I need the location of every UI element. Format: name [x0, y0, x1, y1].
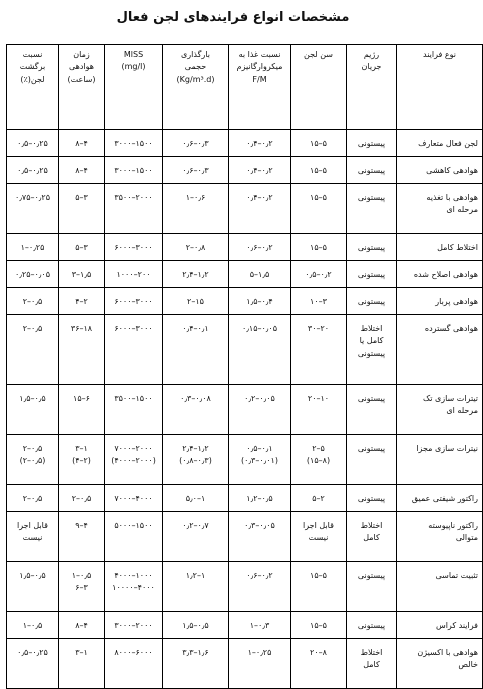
cell-line: نوع فرایند — [423, 50, 456, 59]
header-mlss — [105, 45, 163, 130]
cell-aeration-time — [59, 184, 105, 234]
header-sludge-age — [291, 45, 347, 130]
cell-food-to-microorganism-ratio — [229, 485, 291, 512]
table-row — [7, 288, 483, 315]
table-row — [7, 157, 483, 184]
cell-mlss — [105, 288, 163, 315]
cell-food-to-microorganism-ratio — [229, 288, 291, 315]
cell-line: لجن فعال متعارف — [418, 139, 478, 148]
cell-sludge-age — [291, 261, 347, 288]
cell-flow-regime — [347, 288, 397, 315]
cell-line: ۲–۵ — [312, 494, 325, 503]
cell-sludge-return-ratio — [7, 512, 59, 562]
cell-flow-regime — [347, 485, 397, 512]
cell-process-type — [397, 612, 483, 639]
cell-line: فرایند کراس — [435, 621, 478, 630]
cell-line: هوادهی پربار — [435, 297, 478, 306]
cell-line: ۰٫۵–۱٫۲ — [246, 494, 273, 503]
cell-process-type — [397, 639, 483, 689]
cell-aeration-time — [59, 130, 105, 157]
header-food-to-microorganism-ratio — [229, 45, 291, 130]
cell-line: پیستونی — [357, 444, 386, 453]
cell-line: میکروارگانیزم — [236, 62, 283, 72]
cell-line: ۰٫۲۵–۰٫۵ — [17, 139, 48, 148]
cell-process-type — [397, 261, 483, 288]
cell-sludge-age — [291, 130, 347, 157]
cell-line: ۰٫۲۵–۱ — [20, 243, 45, 252]
cell-food-to-microorganism-ratio — [229, 612, 291, 639]
cell-sludge-age — [291, 612, 347, 639]
cell-line: ۵–۱۵ — [310, 621, 327, 630]
cell-line: ۱۵۰۰–۳۵۰۰ — [114, 394, 153, 403]
cell-aeration-time — [59, 435, 105, 485]
cell-process-type — [397, 288, 483, 315]
cell-line: راکتور شیفتی عمیق — [411, 494, 478, 503]
cell-sludge-return-ratio — [7, 315, 59, 385]
cell-volumetric-loading — [163, 184, 229, 234]
cell-volumetric-loading — [163, 639, 229, 689]
cell-line: ۰٫۳–۰٫۶ — [182, 139, 209, 148]
cell-aeration-time — [59, 385, 105, 435]
cell-line: متوالی — [455, 533, 478, 543]
table-header-row — [7, 45, 483, 130]
cell-line: قابل اجرا — [303, 521, 334, 530]
cell-process-type — [397, 485, 483, 512]
cell-food-to-microorganism-ratio — [229, 639, 291, 689]
cell-line: ۰٫۲۵–۱ — [247, 648, 272, 657]
cell-flow-regime — [347, 261, 397, 288]
cell-line: ۵–۱۵ — [310, 166, 327, 175]
cell-line: حجمی — [184, 62, 207, 72]
cell-line: ۰٫۵–۱ — [71, 571, 92, 580]
table-body — [7, 130, 483, 689]
cell-sludge-age — [291, 562, 347, 612]
cell-flow-regime — [347, 385, 397, 435]
cell-line: ۲۰۰۰–۷۰۰۰ — [114, 444, 153, 453]
cell-food-to-microorganism-ratio — [229, 184, 291, 234]
table-row — [7, 385, 483, 435]
cell-line: پیستونی — [357, 348, 386, 358]
cell-sludge-return-ratio — [7, 435, 59, 485]
header-process-type — [397, 45, 483, 130]
cell-volumetric-loading — [163, 435, 229, 485]
cell-line: ۰٫۰۵–۰٫۱۵ — [242, 324, 277, 333]
cell-flow-regime — [347, 512, 397, 562]
cell-mlss — [105, 385, 163, 435]
cell-sludge-age — [291, 435, 347, 485]
cell-line: ۰٫۰۵–۰٫۲۵ — [15, 270, 50, 279]
cell-mlss — [105, 435, 163, 485]
cell-process-type — [397, 234, 483, 261]
activated-sludge-spec-table — [6, 44, 483, 689]
cell-line: هوادهی — [68, 62, 95, 72]
cell-line: کامل یا — [359, 336, 384, 346]
cell-aeration-time — [59, 612, 105, 639]
cell-flow-regime — [347, 612, 397, 639]
cell-sludge-return-ratio — [7, 130, 59, 157]
cell-line: ۳–۵ — [75, 193, 88, 202]
cell-sludge-age — [291, 184, 347, 234]
cell-food-to-microorganism-ratio — [229, 130, 291, 157]
cell-line: ۱۵۰۰–۳۰۰۰ — [114, 166, 153, 175]
cell-aeration-time — [59, 562, 105, 612]
cell-line: سن لجن — [303, 50, 334, 59]
cell-volumetric-loading — [163, 612, 229, 639]
cell-line: پیستونی — [357, 243, 386, 252]
table-row — [7, 261, 483, 288]
cell-aeration-time — [59, 234, 105, 261]
cell-line: تیترات سازی تک — [423, 394, 478, 403]
cell-aeration-time — [59, 512, 105, 562]
cell-line: پیستونی — [357, 270, 386, 279]
cell-line: هوادهی اصلاح شده — [413, 270, 478, 279]
cell-sludge-return-ratio — [7, 612, 59, 639]
cell-line: ۱۸–۳۶ — [70, 324, 93, 333]
cell-line: ۰٫۲–۰٫۶ — [246, 243, 273, 252]
cell-line: پیستونی — [357, 621, 386, 630]
cell-sludge-return-ratio — [7, 639, 59, 689]
cell-line: ۳–۶ — [75, 583, 88, 593]
cell-line: ۰٫۵–۲ — [22, 324, 43, 333]
cell-line: زمان — [73, 50, 90, 59]
cell-flow-regime — [347, 130, 397, 157]
cell-line: کامل — [363, 533, 380, 543]
cell-line: ۰٫۳–۱ — [249, 621, 270, 630]
cell-line: ۰٫۲–۰٫۵ — [305, 270, 332, 279]
cell-sludge-return-ratio — [7, 562, 59, 612]
cell-line: هوادهی با اکسیژن — [417, 648, 478, 657]
cell-line: ۰٫۲۵–۰٫۵ — [17, 648, 48, 657]
cell-line: ۶–۱۵ — [73, 394, 90, 403]
cell-process-type — [397, 435, 483, 485]
cell-line: پیستونی — [357, 166, 386, 175]
cell-line: ۵–۱۵ — [310, 571, 327, 580]
cell-line: (mg/l) — [121, 62, 146, 72]
cell-mlss — [105, 512, 163, 562]
cell-aeration-time — [59, 261, 105, 288]
cell-line: اختلاط — [360, 521, 383, 530]
cell-process-type — [397, 157, 483, 184]
cell-line: پیستونی — [357, 297, 386, 306]
cell-aeration-time — [59, 157, 105, 184]
cell-line: خالص — [458, 660, 478, 670]
cell-line: F/M — [252, 74, 267, 84]
cell-line: ۳۰۰۰–۶۰۰۰ — [114, 243, 153, 252]
table-row — [7, 639, 483, 689]
cell-food-to-microorganism-ratio — [229, 157, 291, 184]
table-row — [7, 130, 483, 157]
cell-sludge-age — [291, 385, 347, 435]
cell-mlss — [105, 234, 163, 261]
cell-line: ۰٫۵–۱٫۵ — [182, 621, 209, 630]
cell-process-type — [397, 184, 483, 234]
cell-line: اختلاط — [360, 648, 383, 657]
cell-line: ۶۰۰۰–۸۰۰۰ — [114, 648, 153, 657]
cell-volumetric-loading — [163, 288, 229, 315]
cell-line: ۰٫۴–۱٫۵ — [246, 297, 273, 306]
cell-sludge-age — [291, 234, 347, 261]
cell-line: ۱٫۵–۵ — [249, 270, 270, 279]
cell-line: ۲–۴ — [75, 297, 88, 306]
header-sludge-return-ratio — [7, 45, 59, 130]
cell-line: لجن(٪) — [20, 74, 45, 84]
cell-line: ۰٫۱–۰٫۵ — [246, 444, 273, 453]
cell-sludge-age — [291, 157, 347, 184]
header-flow-regime — [347, 45, 397, 130]
cell-line: (۲۰۰۰–۴۰۰۰) — [111, 456, 156, 466]
cell-line: رژیم — [363, 50, 380, 59]
cell-line: ۰٫۵–۲ — [22, 444, 43, 453]
cell-line: ۵–۲ — [312, 444, 325, 453]
cell-mlss — [105, 157, 163, 184]
cell-aeration-time — [59, 315, 105, 385]
table-row — [7, 435, 483, 485]
cell-line: نیست — [22, 533, 43, 543]
cell-line: ۸–۲۰ — [310, 648, 327, 657]
header-aeration-time — [59, 45, 105, 130]
cell-line: پیستونی — [357, 494, 386, 503]
cell-mlss — [105, 184, 163, 234]
table-row — [7, 234, 483, 261]
cell-line: پیستونی — [357, 193, 386, 202]
cell-line: ۰٫۷–۰٫۲ — [182, 521, 209, 530]
cell-sludge-return-ratio — [7, 385, 59, 435]
cell-sludge-age — [291, 485, 347, 512]
cell-volumetric-loading — [163, 157, 229, 184]
cell-line: ۱٫۵–۳ — [71, 270, 92, 279]
cell-sludge-age — [291, 639, 347, 689]
cell-line: (۰٫۳–۰٫۸) — [179, 456, 212, 466]
cell-flow-regime — [347, 562, 397, 612]
table-row — [7, 512, 483, 562]
cell-flow-regime — [347, 639, 397, 689]
cell-mlss — [105, 639, 163, 689]
cell-line: ۴–۸ — [75, 139, 88, 148]
cell-mlss — [105, 612, 163, 639]
cell-line: راکتور ناپیوسته — [428, 521, 478, 530]
cell-flow-regime — [347, 157, 397, 184]
cell-line: ۱۵۰۰–۳۰۰۰ — [114, 139, 153, 148]
cell-line: ۰٫۵–۲ — [71, 494, 92, 503]
table-row — [7, 184, 483, 234]
cell-mlss — [105, 130, 163, 157]
cell-mlss — [105, 562, 163, 612]
cell-line: ۳–۵ — [75, 243, 88, 252]
cell-line: نیترات سازی مجزا — [416, 444, 478, 453]
cell-sludge-age — [291, 288, 347, 315]
cell-line: بارگذاری — [181, 50, 210, 59]
cell-line: ۰٫۶–۱ — [185, 193, 206, 202]
cell-line: نسبت — [22, 50, 43, 59]
table-row — [7, 612, 483, 639]
cell-line: هوادهی کاهشی — [426, 166, 478, 175]
cell-line: مرحله ای — [446, 406, 478, 416]
cell-food-to-microorganism-ratio — [229, 385, 291, 435]
document-title: مشخصات انواع فرایندهای لجن فعال — [116, 10, 350, 25]
table-row — [7, 485, 483, 512]
cell-line: ۳۰۰۰–۶۰۰۰ — [114, 297, 153, 306]
cell-line: تثبیت تماسی — [435, 571, 478, 580]
cell-line: ۱–۳ — [75, 648, 88, 657]
cell-volumetric-loading — [163, 485, 229, 512]
cell-volumetric-loading — [163, 385, 229, 435]
cell-aeration-time — [59, 639, 105, 689]
cell-sludge-age — [291, 512, 347, 562]
cell-process-type — [397, 512, 483, 562]
cell-line: ۱٫۶–۳٫۳ — [182, 648, 209, 657]
cell-line: ۲۰۰۰–۳۵۰۰ — [114, 193, 153, 202]
cell-line: جریان — [361, 62, 382, 72]
cell-process-type — [397, 130, 483, 157]
cell-line: (ساعت) — [67, 74, 96, 84]
cell-food-to-microorganism-ratio — [229, 261, 291, 288]
cell-sludge-return-ratio — [7, 485, 59, 512]
cell-line: ۰٫۵–۲ — [22, 494, 43, 503]
header-volumetric-loading — [163, 45, 229, 130]
cell-line: ۰٫۲۵–۰٫۵ — [17, 166, 48, 175]
cell-flow-regime — [347, 435, 397, 485]
cell-line: کامل — [363, 660, 380, 670]
cell-flow-regime — [347, 234, 397, 261]
cell-sludge-age — [291, 315, 347, 385]
cell-line: اختلاط کامل — [437, 243, 478, 252]
cell-line: ۰٫۲–۰٫۶ — [246, 571, 273, 580]
cell-volumetric-loading — [163, 261, 229, 288]
cell-line: ۵–۱۵ — [310, 139, 327, 148]
cell-food-to-microorganism-ratio — [229, 315, 291, 385]
cell-line: برگشت — [19, 62, 46, 72]
cell-line: ۱٫۲–۲٫۴ — [182, 444, 209, 453]
cell-line: ۴۰۰۰–۱۰۰۰۰ — [112, 583, 155, 593]
cell-line: هوادهی گسترده — [424, 324, 478, 333]
cell-food-to-microorganism-ratio — [229, 512, 291, 562]
cell-line: ۱۵۰۰–۵۰۰۰ — [114, 521, 153, 530]
cell-line: ۴–۸ — [75, 621, 88, 630]
cell-process-type — [397, 385, 483, 435]
cell-line: ۰٫۱–۰٫۴ — [182, 324, 209, 333]
cell-line: ۰٫۲–۰٫۴ — [246, 166, 273, 175]
cell-sludge-return-ratio — [7, 184, 59, 234]
cell-line: MlSS — [123, 50, 144, 59]
cell-process-type — [397, 315, 483, 385]
cell-line: ۱–۳ — [75, 444, 88, 453]
cell-line: ۳۰۰۰–۶۰۰۰ — [114, 324, 153, 333]
cell-process-type — [397, 562, 483, 612]
cell-flow-regime — [347, 184, 397, 234]
cell-line: (۰٫۵–۲) — [19, 456, 46, 466]
cell-line: ۰٫۰۸–۰٫۳ — [180, 394, 211, 403]
cell-line: پیستونی — [357, 571, 386, 580]
cell-line: (۰٫۰۱–۰٫۳) — [241, 456, 278, 466]
cell-line: ۰٫۰۵–۰٫۲ — [244, 394, 275, 403]
cell-line: ۵–۱۵ — [310, 243, 327, 252]
cell-mlss — [105, 315, 163, 385]
table-row — [7, 315, 483, 385]
cell-line: ۳–۱۰ — [310, 297, 327, 306]
cell-sludge-return-ratio — [7, 157, 59, 184]
cell-food-to-microorganism-ratio — [229, 435, 291, 485]
cell-line: ۴–۹ — [75, 521, 88, 530]
cell-volumetric-loading — [163, 315, 229, 385]
cell-line: ۰٫۸–۲ — [185, 243, 206, 252]
cell-line: هوادهی با تغذیه — [426, 193, 478, 202]
cell-aeration-time — [59, 288, 105, 315]
cell-line: ۲۰۰–۱۰۰۰ — [116, 270, 151, 279]
cell-line: ۱–۱٫۲ — [185, 571, 206, 580]
table-row — [7, 562, 483, 612]
cell-line: اختلاط — [360, 324, 383, 333]
cell-line: پیستونی — [357, 394, 386, 403]
cell-sludge-return-ratio — [7, 261, 59, 288]
cell-line: ۱–۵٫۰ — [185, 494, 206, 503]
cell-line: ۰٫۵–۱٫۵ — [19, 571, 46, 580]
cell-line: (Kg/m³.d) — [176, 74, 215, 84]
cell-line: ۴–۸ — [75, 166, 88, 175]
cell-line: ۴۰۰۰–۷۰۰۰ — [114, 494, 153, 503]
cell-line: ۰٫۵–۱ — [22, 621, 43, 630]
cell-line: ۱۰۰۰–۴۰۰۰ — [114, 571, 153, 580]
cell-line: ۰٫۰۵–۰٫۳ — [244, 521, 275, 530]
cell-line: ۲۰۰۰–۳۰۰۰ — [114, 621, 153, 630]
cell-line: ۰٫۳–۰٫۶ — [182, 166, 209, 175]
cell-line: ۱۰–۲۰ — [307, 394, 330, 403]
cell-volumetric-loading — [163, 562, 229, 612]
cell-line: (۲–۴) — [72, 456, 91, 466]
cell-line: ۰٫۵–۱٫۵ — [19, 394, 46, 403]
cell-volumetric-loading — [163, 130, 229, 157]
cell-food-to-microorganism-ratio — [229, 562, 291, 612]
cell-line: (۸–۱۵) — [306, 456, 331, 466]
cell-mlss — [105, 485, 163, 512]
cell-line: پیستونی — [357, 139, 386, 148]
cell-line: نسبت غذا به — [238, 50, 281, 59]
cell-sludge-return-ratio — [7, 234, 59, 261]
cell-line: ۰٫۲۵–۰٫۷۵ — [15, 193, 50, 202]
cell-mlss — [105, 261, 163, 288]
cell-line: ۲۰–۳۰ — [307, 324, 330, 333]
cell-flow-regime — [347, 315, 397, 385]
cell-line: ۰٫۲–۰٫۴ — [246, 193, 273, 202]
cell-line: ۵–۱۵ — [310, 193, 327, 202]
cell-volumetric-loading — [163, 512, 229, 562]
cell-volumetric-loading — [163, 234, 229, 261]
cell-line: ۱۵–۲ — [187, 297, 204, 306]
cell-sludge-return-ratio — [7, 288, 59, 315]
cell-line: نیست — [308, 533, 329, 543]
cell-line: ۰٫۲–۰٫۴ — [246, 139, 273, 148]
cell-line: قابل اجرا — [17, 521, 48, 530]
cell-line: مرحله ای — [446, 205, 478, 215]
cell-line: ۰٫۵–۲ — [22, 297, 43, 306]
cell-line: ۱٫۲–۲٫۴ — [182, 270, 209, 279]
cell-food-to-microorganism-ratio — [229, 234, 291, 261]
cell-aeration-time — [59, 485, 105, 512]
